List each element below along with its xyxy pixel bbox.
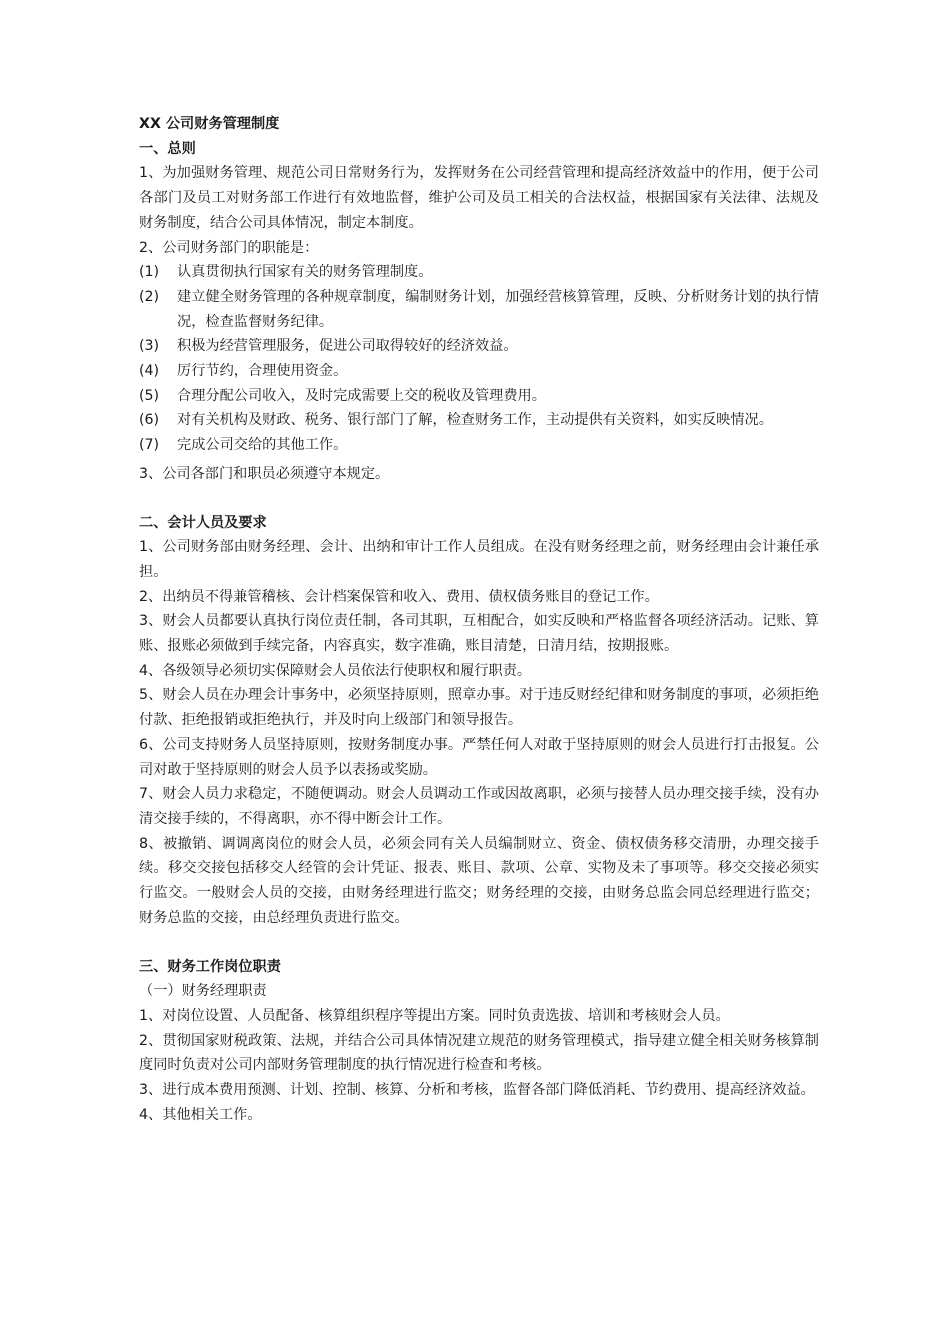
list-text: 完成公司交给的其他工作。 bbox=[177, 437, 348, 454]
list-text: 厉行节约，合理使用资金。 bbox=[177, 363, 348, 380]
subsection-heading: （一）财务经理职责 bbox=[139, 983, 267, 1000]
paragraph: 1、公司财务部由财务经理、会计、出纳和审计工作人员组成。在没有财务经理之前，财务经理由会计兼任承担。 bbox=[139, 539, 819, 580]
list-number: (1) bbox=[139, 264, 160, 281]
list-item bbox=[139, 334, 819, 359]
list-text: 对有关机构及财政、税务、银行部门了解，检查财务工作，主动提供有关资料，如实反映情况。 bbox=[177, 412, 773, 429]
list-text: 认真贯彻执行国家有关的财务管理制度。 bbox=[177, 264, 433, 281]
document-body bbox=[139, 112, 819, 1127]
list-text: 建立健全财务管理的各种规章制度，编制财务计划，加强经营核算管理，反映、分析财务计划的执行情况，检查监督财务纪律。 bbox=[177, 288, 819, 330]
document-title: XX 公司财务管理制度 bbox=[139, 116, 280, 132]
list-number: (7) bbox=[139, 437, 160, 454]
list-item bbox=[139, 384, 819, 409]
list-number: (4) bbox=[139, 363, 160, 380]
paragraph: 6、公司支持财务人员坚持原则，按财务制度办事。严禁任何人对敢于坚持原则的财会人员进行打击报复。公司对敢于坚持原则的财会人员予以表扬或奖励。 bbox=[139, 736, 819, 778]
section-heading-job-duties: 三、财务工作岗位职责 bbox=[139, 958, 281, 975]
list-item bbox=[139, 408, 819, 433]
list-text: 合理分配公司收入，及时完成需要上交的税收及管理费用。 bbox=[177, 387, 546, 404]
list-number: (2) bbox=[139, 288, 160, 305]
paragraph: 7、财会人员力求稳定，不随便调动。财会人员调动工作或因故离职，必须与接替人员办理交接手续，没有办清交接手续的，不得离职，亦不得中断会计工作。 bbox=[139, 786, 819, 827]
list-item bbox=[139, 433, 819, 458]
paragraph: 2、公司财务部门的职能是： bbox=[139, 239, 319, 256]
paragraph: 2、贯彻国家财税政策、法规，并结合公司具体情况建立规范的财务管理模式，指导建立健全相关财务核算制度同时负责对公司内部财务管理制度的执行情况进行检查和考核。 bbox=[139, 1032, 819, 1074]
paragraph: 2、出纳员不得兼管稽核、会计档案保管和收入、费用、债权债务账目的登记工作。 bbox=[139, 588, 659, 605]
paragraph: 3、财会人员都要认真执行岗位责任制，各司其职，互相配合，如实反映和严格监督各项经济活动。记账、算账、报账必须做到手续完备，内容真实，数字准确，账目清楚，日清月结，按期报账。 bbox=[139, 613, 819, 655]
paragraph: 1、为加强财务管理、规范公司日常财务行为，发挥财务在公司经营管理和提高经济效益中的作用，便于公司各部门及员工对财务部工作进行有效地监督，维护公司及员工相关的合法权益，根据国家有关法律、法规及财务制度，结合公司具体情况，制定本制度。 bbox=[139, 165, 819, 231]
paragraph: 8、被撤销、调调离岗位的财会人员，必须会同有关人员编制财立、资金、债权债务移交清册，办理交接手续。移交交接包括移交人经管的会计凭证、报表、账目、款项、公章、实物及未了事项等。移交交接必须实行监交。一般财会人员的交接，由财务经理进行监交；财务经理的交接，由财务总监会同总经理进行监交；财务总监的交接，由总经理负责进行监交。 bbox=[139, 835, 819, 926]
list-item bbox=[139, 359, 819, 384]
paragraph: 4、其他相关工作。 bbox=[139, 1106, 262, 1123]
section-heading-accounting-staff: 二、会计人员及要求 bbox=[139, 514, 267, 531]
list-number: (5) bbox=[139, 387, 160, 404]
list-number: (6) bbox=[139, 412, 160, 429]
paragraph: 3、进行成本费用预测、计划、控制、核算、分析和考核，监督各部门降低消耗、节约费用、提高经济效益。 bbox=[139, 1082, 815, 1099]
list-text: 积极为经营管理服务，促进公司取得较好的经济效益。 bbox=[177, 338, 518, 355]
list-number: (3) bbox=[139, 338, 160, 355]
paragraph: 4、各级领导必须切实保障财会人员依法行使职权和履行职责。 bbox=[139, 662, 532, 679]
paragraph: 3、公司各部门和职员必须遵守本规定。 bbox=[139, 465, 390, 482]
list-item bbox=[139, 260, 819, 285]
paragraph: 5、财会人员在办理会计事务中，必须坚持原则，照章办事。对于违反财经纪律和财务制度的事项，必须拒绝付款、拒绝报销或拒绝执行，并及时向上级部门和领导报告。 bbox=[139, 687, 819, 729]
section-heading-general: 一、总则 bbox=[139, 140, 196, 157]
paragraph: 1、对岗位设置、人员配备、核算组织程序等提出方案。同时负责选拔、培训和考核财会人员。 bbox=[139, 1007, 730, 1024]
list-item bbox=[139, 285, 819, 334]
